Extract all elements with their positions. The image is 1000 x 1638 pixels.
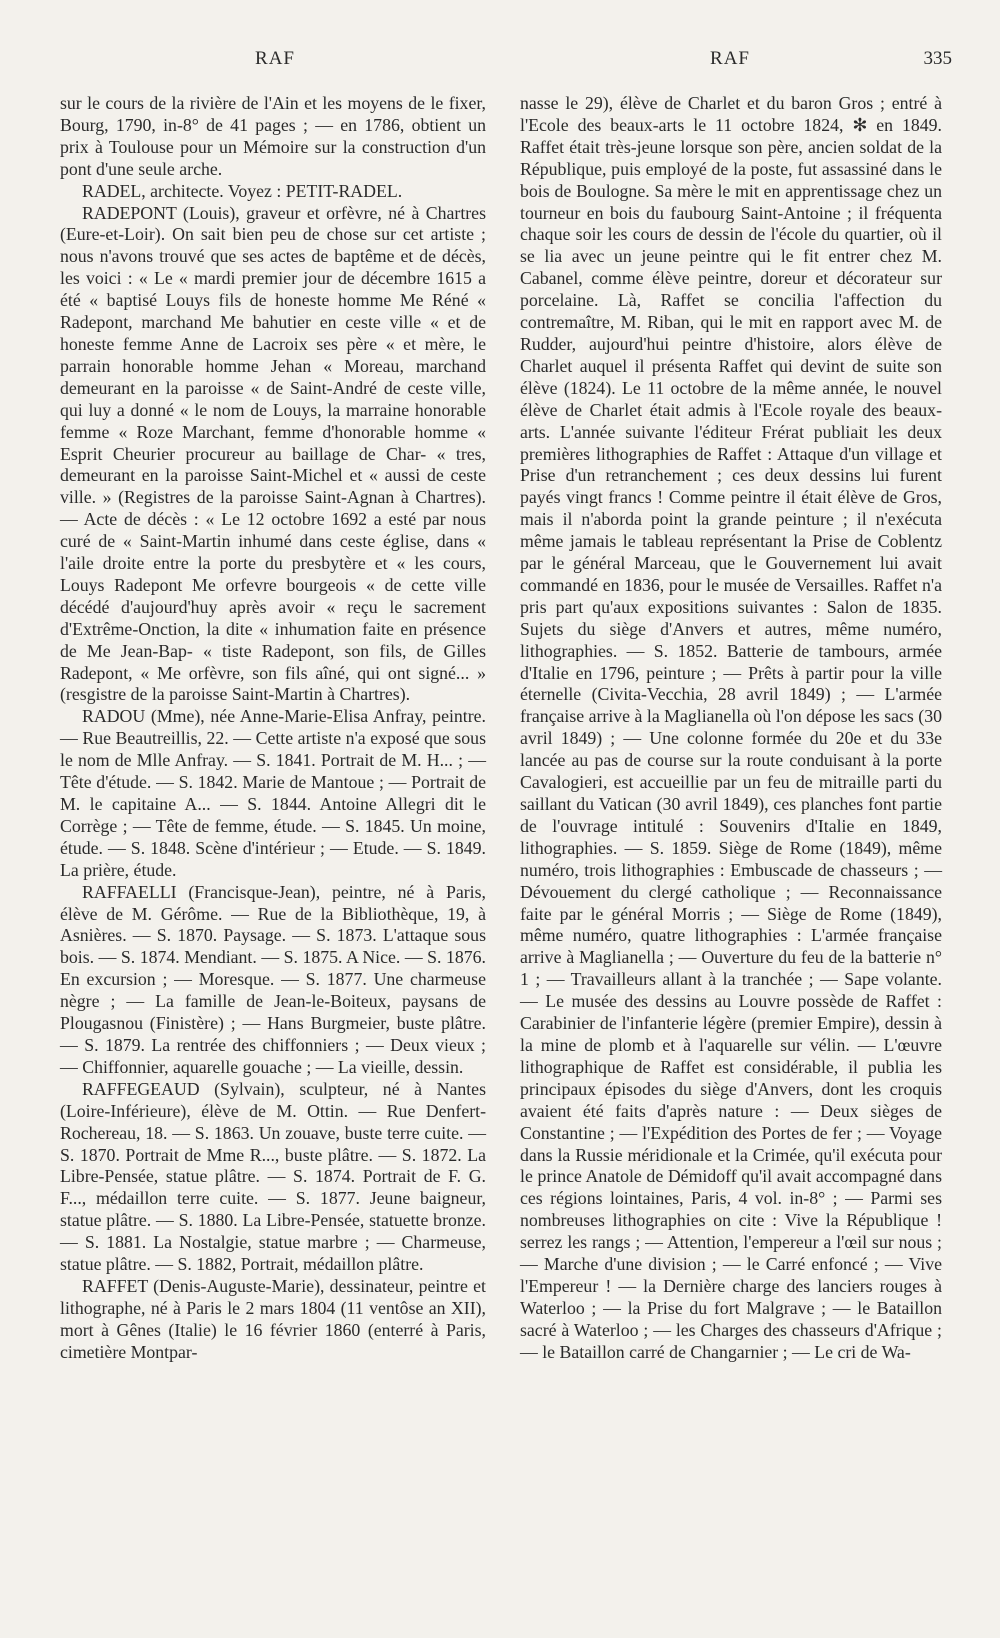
left-column <box>60 93 486 1364</box>
entry-radel: RADEL, architecte. Voyez : PETIT-RADEL. <box>82 180 403 201</box>
running-head-right: RAF <box>710 48 750 69</box>
right-column <box>520 93 942 1364</box>
running-head-left: RAF <box>255 48 295 69</box>
page-number: 335 <box>923 48 952 69</box>
entry-raffegeaud: RAFFEGEAUD (Sylvain), sculpteur, né à Nantes (Loire-Inférieure), élève de M. Ottin. — Rue Denfert-Rochereau, 18. — S. 1863. Un zouave, buste terre cuite. — S. 1870. Portrait de Mme R..., buste plâtre. — S. 1872. La Libre-Pensée, statue plâtre. — S. 1874. Portrait de F. G. F..., médaillon terre cuite. — S. 1877. Jeune baigneur, statue plâtre. — S. 1880. La Libre-Pensée, statuette bronze. — S. 1881. La Nostalgie, statue marbre ; — Charmeuse, statue plâtre. — S. 1882, Portrait, médaillon plâtre. <box>60 1078 486 1275</box>
entry-radepont: RADEPONT (Louis), graveur et orfèvre, né à Chartres (Eure-et-Loir). On sait bien peu de chose sur cet artiste ; nous n'avons trouvé que ses actes de baptême et de décès, les voici : « Le « mardi premier jour de décembre 1615 a été « baptisé Louys fils de honeste homme Me Réné « Radepont, marchand Me bahutier en ceste ville « et de honeste femme Anne de Lacroix ses père « et mère, le parrain honorable homme Jehan « Moreau, marchand demeurant en la paroisse « de Saint-André de ceste ville, qui luy a donné « le nom de Louys, la marraine honorable femme « Roze Marchant, femme d'honorable homme « Esprit Cheurier procureur au baillage de Char- « tres, demeurant en la paroisse Saint-Michel et « aussi de ceste ville. » (Registres de la paroisse Saint-Agnan à Chartres). — Acte de décès : « Le 12 octobre 1692 a esté par nous curé de « Saint-Martin inhumé dans ceste église, dans « l'aile droite entre la porte du presbytère et « les cours, Louys Radepont Me orfevre bourgeois « de cette ville décédé d'aujourd'huy après avoir « reçu le sacrement d'Extrême-Onction, la dite « inhumation faite en présence de Me Jean-Bap- « tiste Radepont, son fils, de Gilles Radepont, « Me orfèvre, son fils aîné, qui ont signé... » (resgistre de la paroisse Saint-Martin à Chartres). <box>60 202 486 705</box>
entry-radou: RADOU (Mme), née Anne-Marie-Elisa Anfray, peintre. — Rue Beautreillis, 22. — Cette artiste n'a exposé que sous le nom de Mlle Anfray. — S. 1841. Portrait de M. H... ; — Tête d'étude. — S. 1842. Marie de Mantoue ; — Portrait de M. le capitaine A... — S. 1844. Antoine Allegri dit le Corrège ; — Tête de femme, étude. — S. 1845. Un moine, étude. — S. 1848. Scène d'intérieur ; — Etude. — S. 1849. La prière, étude. <box>60 706 486 880</box>
entry-raffet: RAFFET (Denis-Auguste-Marie), dessinateur, peintre et lithographe, né à Paris le 2 mars 1804 (11 ventôse an XII), mort à Gênes (Italie) le 16 février 1860 (enterré à Paris, cimetière Montpar- <box>60 1275 486 1362</box>
entry-raffet-continuation: nasse le 29), élève de Charlet et du baron Gros ; entré à l'Ecole des beaux-arts le 11 octobre 1824, ✻ en 1849. Raffet était très-jeune lorsque son père, ancien soldat de la République, puis employé de la poste, fut assassiné dans le bois de Boulogne. Sa mère le mit en apprentissage chez un tourneur en bois du faubourg Saint-Antoine ; il fréquenta chaque soir les cours de dessin de l'école du quartier, où il se lia avec un jeune peintre qui le fit entrer chez M. Cabanel, comme élève peintre, doreur et décorateur sur porcelaine. Là, Raffet se concilia l'affection du contremaître, M. Riban, qui le mit en rapport avec M. de Rudder, aujourd'hui peintre d'histoire, alors élève de Charlet auquel il présenta Raffet qui devint de suite son élève (1824). Le 11 octobre de la même année, le nouvel élève de Charlet était admis à l'Ecole royale des beaux-arts. L'année suivante l'éditeur Frérat publiait les deux premières lithographies de Raffet : Attaque d'un village et Prise d'un retranchement ; ces deux dessins lui furent payés vingt francs ! Comme peintre il était élève de Gros, mais il n'aborda point la grande peinture ; il n'exécuta même jamais le tableau représentant la Prise de Coblentz par le général Marceau, que le Gouvernement lui avait commandé en 1836, pour le musée de Versailles. Raffet n'a pris part qu'aux expositions suivantes : Salon de 1835. Sujets du siège d'Anvers et autres, même numéro, lithographies. — S. 1852. Batterie de tambours, armée d'Italie en 1796, peinture ; — Prêts à partir pour la ville éternelle (Civita-Vecchia, 28 avril 1849) ; — L'armée française arrive à la Maglianella où l'on dépose les sacs (30 avril 1849) ; — Une colonne formée du 20e et du 33e lancée au pas de course sur la route conduisant à la porte Cavalogieri, est accueillie par un feu de mitraille parti du saillant du Vatican (30 avril 1849), ces planches font partie de l'ouvrage intitulé : Souvenirs d'Italie en 1849, lithographies. — S. 1859. Siège de Rome (1849), même numéro, trois lithographies : Embuscade de chasseurs ; — Dévouement du clergé catholique ; — Reconnaissance faite par le général Morris ; — Siège de Rome (1849), même numéro, quatre lithographies : L'armée française arrive à Maglianella ; — Ouverture du feu de la batterie n° 1 ; — Travailleurs allant à la tranchée ; — Sape volante. — Le musée des dessins au Louvre possède de Raffet : Carabinier de l'infanterie légère (premier Empire), dessin à la mine de plomb et à l'aquarelle sur vélin. — L'œuvre lithographique de Raffet est considérable, il publia les principaux épisodes du siège d'Anvers, dont les croquis avaient été faits d'après nature : — Deux sièges de Constantine ; — l'Expédition des Portes de fer ; — Voyage dans la Russie méridionale et la Crimée, qu'il exécuta pour le prince Anatole de Démidoff qu'il avait accompagné dans ces régions lointaines, Paris, 4 vol. in-8° ; — Parmi ses nombreuses lithographies on cite : Vive la République ! serrez les rangs ; — Attention, l'empereur a l'œil sur nous ; — Marche d'une division ; — le Carré enfoncé ; — Vive l'Empereur ! — la Dernière charge des lanciers rouges à Waterloo ; — la Prise du fort Malgrave ; — le Bataillon sacré à Waterloo ; — les Charges des chasseurs d'Afrique ; — le Bataillon carré de Changarnier ; — Le cri de Wa- <box>520 93 942 1362</box>
entry-continuation: sur le cours de la rivière de l'Ain et les moyens de le fixer, Bourg, 1790, in-8° de 41 pages ; — en 1786, obtient un prix à Toulouse pour un Mémoire sur la construction d'un pont d'une seule arche. <box>60 93 486 179</box>
entry-raffaelli: RAFFAELLI (Francisque-Jean), peintre, né à Paris, élève de M. Gérôme. — Rue de la Bibliothèque, 19, à Asnières. — S. 1870. Paysage. — S. 1873. L'attaque sous bois. — S. 1874. Mendiant. — S. 1875. A Nice. — S. 1876. En excursion ; — Moresque. — S. 1877. Une charmeuse nègre ; — La famille de Jean-le-Boiteux, paysans de Plougasnou (Finistère) ; — Hans Burgmeier, buste plâtre. — S. 1879. La rentrée des chiffonniers ; — Deux vieux ; — Chiffonnier, aquarelle gouache ; — La vieille, dessin. <box>60 881 486 1077</box>
